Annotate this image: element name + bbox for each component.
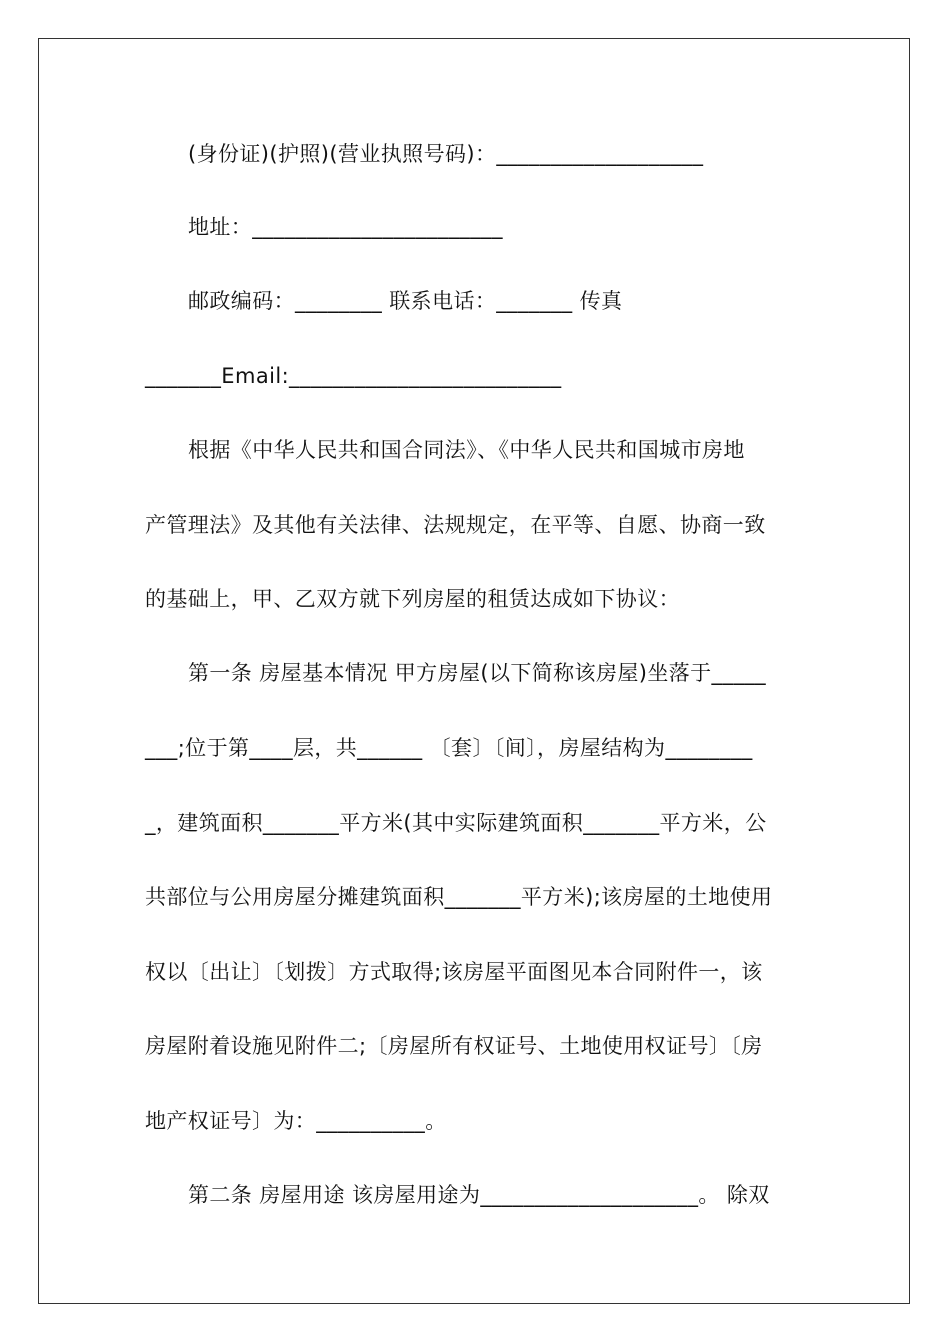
article-1-line-4: 共部位与公用房屋分摊建筑面积_______平方米);该房屋的土地使用 (145, 885, 773, 909)
article-2-line-1: 第二条 房屋用途 该房屋用途为____________________。 除双 (188, 1183, 770, 1207)
id-number-line: (身份证)(护照)(营业执照号码)：___________________ (188, 142, 704, 166)
article-1-line-1: 第一条 房屋基本情况 甲方房屋(以下简称该房屋)坐落于_____ (188, 661, 767, 685)
address-line: 地址：_______________________ (188, 215, 503, 239)
article-1-line-3: _，建筑面积_______平方米(其中实际建筑面积_______平方米，公 (145, 811, 767, 835)
preamble-line-3: 的基础上，甲、乙双方就下列房屋的租赁达成如下协议： (145, 587, 680, 611)
email-line: _______Email:_________________________ (145, 364, 562, 388)
postal-phone-fax-line: 邮政编码：________ 联系电话：_______ 传真 (188, 289, 623, 313)
article-1-line-5: 权以〔出让〕〔划拨〕方式取得;该房屋平面图见本合同附件一，该 (145, 960, 763, 984)
article-1-line-2: ___;位于第____层，共______ 〔套〕〔间〕，房屋结构为________ (145, 736, 753, 760)
article-1-line-6: 房屋附着设施见附件二;〔房屋所有权证号、土地使用权证号〕〔房 (145, 1034, 763, 1058)
preamble-line-1: 根据《中华人民共和国合同法》、《中华人民共和国城市房地 (188, 438, 745, 462)
article-1-line-7: 地产权证号〕为：__________。 (145, 1109, 447, 1133)
preamble-line-2: 产管理法》及其他有关法律、法规规定，在平等、自愿、协商一致 (145, 513, 766, 537)
